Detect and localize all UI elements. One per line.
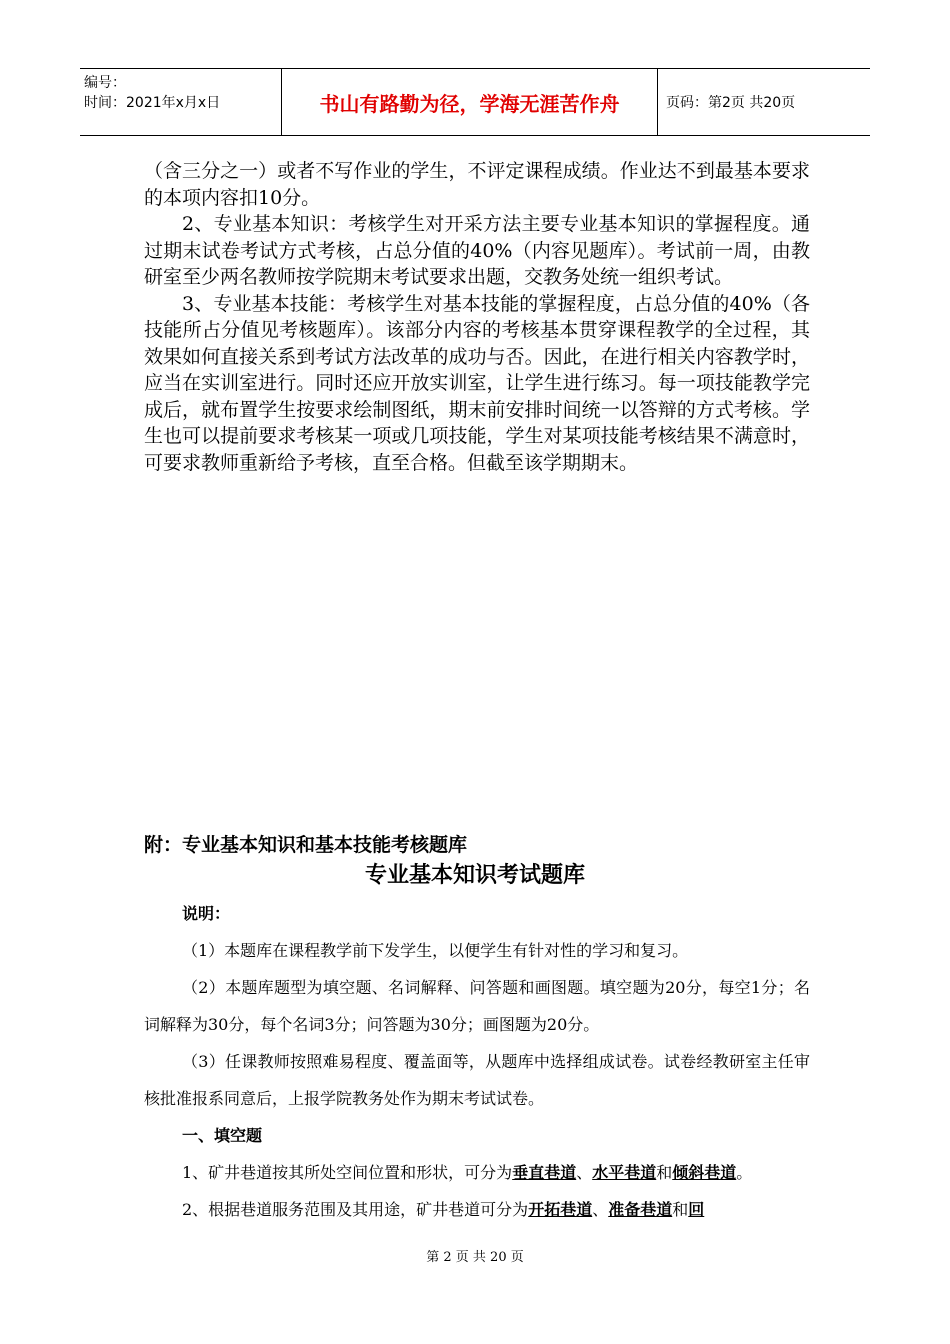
note-2: （2）本题库题型为填空题、名词解释、问答题和画图题。填空题为20分，每空1分；名词解释为30分，每个名词3分；问答题为30分；画图题为20分。 [144, 978, 810, 1034]
answer-inclined-roadway: 倾斜巷道 [672, 1163, 737, 1182]
question-1-prefix: 1、矿井巷道按其所处空间位置和形状，可分为 [182, 1163, 513, 1182]
note-1: （1）本题库在课程教学前下发学生，以便学生有针对性的学习和复习。 [182, 941, 689, 960]
question-2-prefix: 2、根据巷道服务范围及其用途，矿井巷道可分为 [182, 1200, 529, 1219]
answer-horizontal-roadway: 水平巷道 [592, 1163, 657, 1182]
answer-development-roadway: 开拓巷道 [528, 1200, 593, 1219]
code-label: 编号： [84, 75, 126, 91]
question-bank-section [144, 895, 810, 1228]
separator: 和 [656, 1163, 673, 1182]
paragraph-1: （含三分之一）或者不写作业的学生，不评定课程成绩。作业达不到最基本要求的本项内容扣10分。 [144, 160, 810, 209]
separator: 、 [576, 1163, 593, 1182]
separator: 、 [592, 1200, 609, 1219]
time-label: 时间：2021年x月x日 [84, 95, 221, 111]
question-2 [144, 1191, 810, 1228]
appendix-title: 附：专业基本知识和基本技能考核题库 [144, 834, 468, 856]
header-page-info: 页码：第2页 共20页 [666, 95, 796, 111]
paragraph-2: 2、专业基本知识：考核学生对开采方法主要专业基本知识的掌握程度。通过期末试卷考试方式考核，占总分值的40%（内容见题库）。考试前一周，由教研室至少两名教师按学院期末考试要求出题，交教务处统一组织考试。 [144, 213, 810, 288]
question-1-end: 。 [736, 1163, 753, 1182]
fill-in-title: 一、填空题 [182, 1126, 263, 1145]
note-3: （3）任课教师按照难易程度、覆盖面等，从题库中选择组成试卷。试卷经教研室主任审核批准报系同意后，上报学院教务处作为期末考试试卷。 [144, 1052, 810, 1108]
separator: 和 [672, 1200, 689, 1219]
answer-partial: 回 [688, 1200, 705, 1219]
question-bank-title: 专业基本知识考试题库 [364, 863, 585, 888]
body-text [144, 158, 810, 476]
question-1 [144, 1154, 810, 1191]
page-header [80, 68, 870, 136]
answer-vertical-roadway: 垂直巷道 [512, 1163, 577, 1182]
paragraph-3: 3、专业基本技能：考核学生对基本技能的掌握程度，占总分值的40%（各技能所占分值见考核题库）。该部分内容的考核基本贯穿课程教学的全过程，其效果如何直接关系到考试方法改革的成功与否。因此，在进行相关内容教学时，应当在实训室进行。同时还应开放实训室，让学生进行练习。每一项技能教学完成后，就布置学生按要求绘制图纸，期末前安排时间统一以答辩的方式考核。学生也可以提前要求考核某一项或几项技能，学生对某项技能考核结果不满意时，可要求教师重新给予考核，直至合格。但截至该学期期末。 [144, 292, 810, 474]
header-meta [80, 69, 282, 135]
header-motto: 书山有路勤为径，学海无涯苦作舟 [282, 69, 658, 135]
note-label: 说明： [182, 904, 231, 923]
answer-preparation-roadway: 准备巷道 [608, 1200, 673, 1219]
page-footer: 第 2 页 共 20 页 [426, 1250, 524, 1265]
